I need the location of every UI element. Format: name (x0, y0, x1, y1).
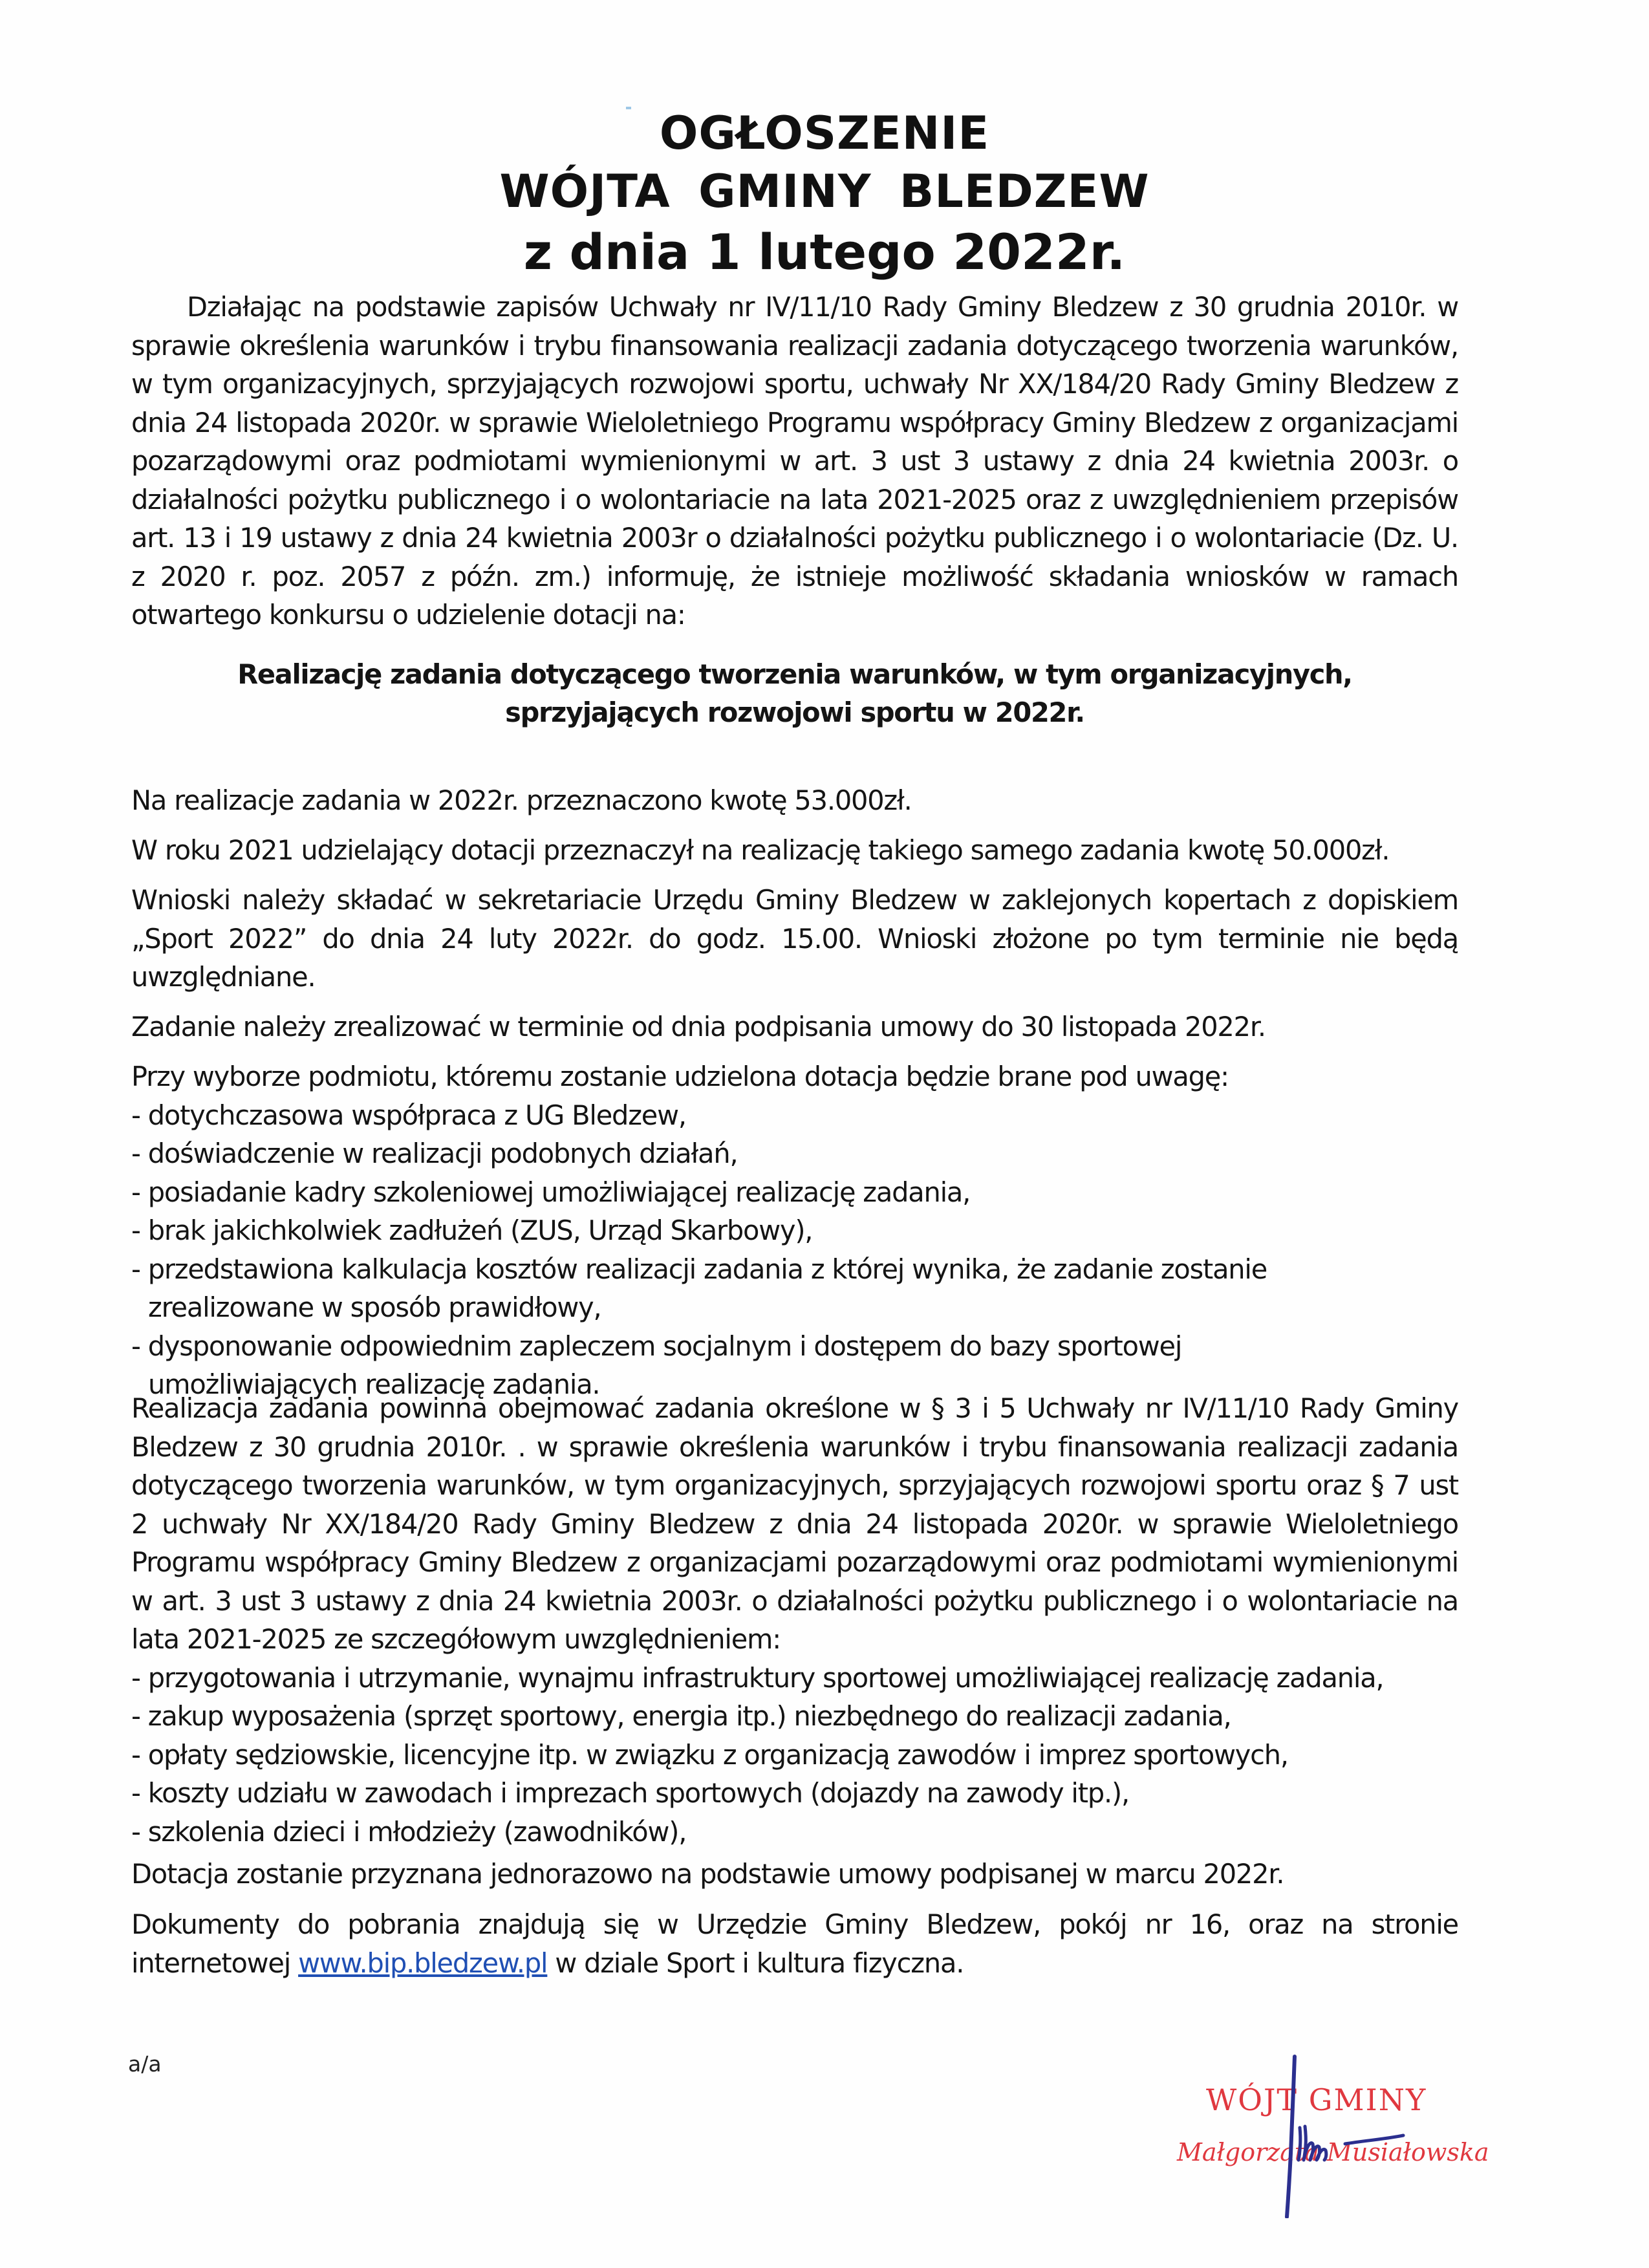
scope-item: - przygotowania i utrzymanie, wynajmu infrastruktury sportowej umożliwiającej realizację zadania, (131, 1661, 1384, 1694)
scope-list (131, 1659, 1458, 1852)
reference-initials: a/a (128, 2051, 162, 2077)
scope-item: - szkolenia dzieci i młodzieży (zawodników), (131, 1815, 687, 1848)
criteria-item: - dysponowanie odpowiednim zapleczem socjalnym i dostępem do bazy sportowej umożliwiających realizację zadania. (131, 1330, 1182, 1400)
scope-intro: Realizacja zadania powinna obejmować zadania określone w § 3 i 5 Uchwały nr IV/11/10 Rady Gminy Bledzew z 30 grudnia 2010r. . w sprawie określenia warunków i trybu finansowania realizacji zadania dotyczącego tworzenia warunków, w tym organizacyjnych, sprzyjających rozwojowi sportu oraz § 7 ust 2 uchwały Nr XX/184/20 Rady Gminy Bledzew z dnia 24 listopada 2020r. w sprawie Wieloletniego Programu współpracy Gminy Bledzew z organizacjami pozarządowymi oraz podmiotami wymienionymi w art. 3 ust 3 ustawy z dnia 24 kwietnia 2003r. o działalności pożytku publicznego i o wolontariacie na lata 2021-2025 ze szczegółowym uwzględnieniem: (131, 1392, 1458, 1655)
stamp-name: Małgorzata Musiałowska (1177, 2138, 1489, 2166)
scope-item: - opłaty sędziowskie, licencyjne itp. w związku z organizacją zawodów i imprez sportowych, (131, 1738, 1288, 1771)
criteria-list (131, 1096, 1458, 1404)
documents-text-end: w dziale Sport i kultura fizyczna. (547, 1947, 964, 1979)
bip-website-link[interactable]: www.bip.bledzew.pl (298, 1947, 548, 1979)
title-authority: WÓJTA GMINY BLEDZEW (499, 165, 1150, 218)
handwritten-signature (1255, 2050, 1449, 2218)
scope-item: - zakup wyposażenia (sprzęt sportowy, energia itp.) niezbędnego do realizacji zadania, (131, 1700, 1231, 1732)
scope-item: - koszty udziału w zawodach i imprezach sportowych (dojazdy na zawody itp.), (131, 1777, 1129, 1809)
grant-paragraph: Dotacja zostanie przyznana jednorazowo na podstawie umowy podpisanej w marcu 2022r. (131, 1858, 1284, 1890)
criteria-intro: Przy wyborze podmiotu, któremu zostanie udzielona dotacja będzie brane pod uwagę: (131, 1061, 1229, 1092)
previous-year-paragraph: W roku 2021 udzielający dotacji przeznaczył na realizację takiego samego zadania kwotę 50.000zł. (131, 834, 1390, 866)
title-date: z dnia 1 lutego 2022r. (523, 223, 1126, 281)
task-title-line-2: sprzyjających rozwojowi sportu w 2022r. (505, 697, 1084, 728)
scope-section (131, 1389, 1458, 1851)
task-title-line-1: Realizację zadania dotyczącego tworzenia warunków, w tym organizacyjnych, (237, 658, 1352, 690)
title-announcement: OGŁOSZENIE (659, 107, 990, 160)
documents-paragraph (131, 1905, 1458, 1982)
task-title (131, 655, 1458, 731)
criteria-section (131, 1057, 1458, 1404)
criteria-item: - doświadczenie w realizacji podobnych działań, (131, 1138, 738, 1169)
application-paragraph: Wnioski należy składać w sekretariacie Urzędu Gminy Bledzew w zaklejonych kopertach z dopiskiem „Sport 2022” do dnia 24 luty 2022r. do godz. 15.00. Wnioski złożone po tym terminie nie będą uwzględniane. (131, 884, 1458, 993)
criteria-item: - brak jakichkolwiek zadłużeń (ZUS, Urząd Skarbowy), (131, 1215, 813, 1246)
stamp-title: WÓJT GMINY (1206, 2082, 1427, 2117)
criteria-item: - posiadanie kadry szkoleniowej umożliwiającej realizację zadania, (131, 1176, 971, 1208)
intro-paragraph: Działając na podstawie zapisów Uchwały nr IV/11/10 Rady Gminy Bledzew z 30 grudnia 2010r. w sprawie określenia warunków i trybu finansowania realizacji zadania dotyczącego tworzenia warunków, w tym organizacyjnych, sprzyjających rozwojowi sportu, uchwały Nr XX/184/20 Rady Gminy Bledzew z dnia 24 listopada 2020r. w sprawie Wieloletniego Programu współpracy Gminy Bledzew z organizacjami pozarządowymi oraz podmiotami wymienionymi w art. 3 ust 3 ustawy z dnia 24 kwietnia 2003r. o działalności pożytku publicznego i o wolontariacie na lata 2021-2025 oraz z uwzględnieniem przepisów art. 13 i 19 ustawy z dnia 24 kwietnia 2003r o działalności pożytku publicznego i o wolontariacie (Dz. U. z 2020 r. poz. 2057 z późn. zm.) informuję, że istnieje możliwość składania wniosków w ramach otwartego konkursu o udzielenie dotacji na: (131, 291, 1458, 631)
amount-paragraph: Na realizacje zadania w 2022r. przeznaczono kwotę 53.000zł. (131, 784, 912, 816)
deadline-paragraph: Zadanie należy zrealizować w terminie od dnia podpisania umowy do 30 listopada 2022r. (131, 1011, 1266, 1042)
criteria-item: - przedstawiona kalkulacja kosztów realizacji zadania z której wynika, że zadanie zostanie zrealizowane w sposób prawidłowy, (131, 1253, 1267, 1323)
criteria-item: - dotychczasowa współpraca z UG Bledzew, (131, 1099, 686, 1131)
documents-text: Dokumenty do pobrania znajdują się w Urzędzie Gminy Bledzew, pokój nr 16, oraz na stronie internetowej (131, 1908, 1458, 1979)
